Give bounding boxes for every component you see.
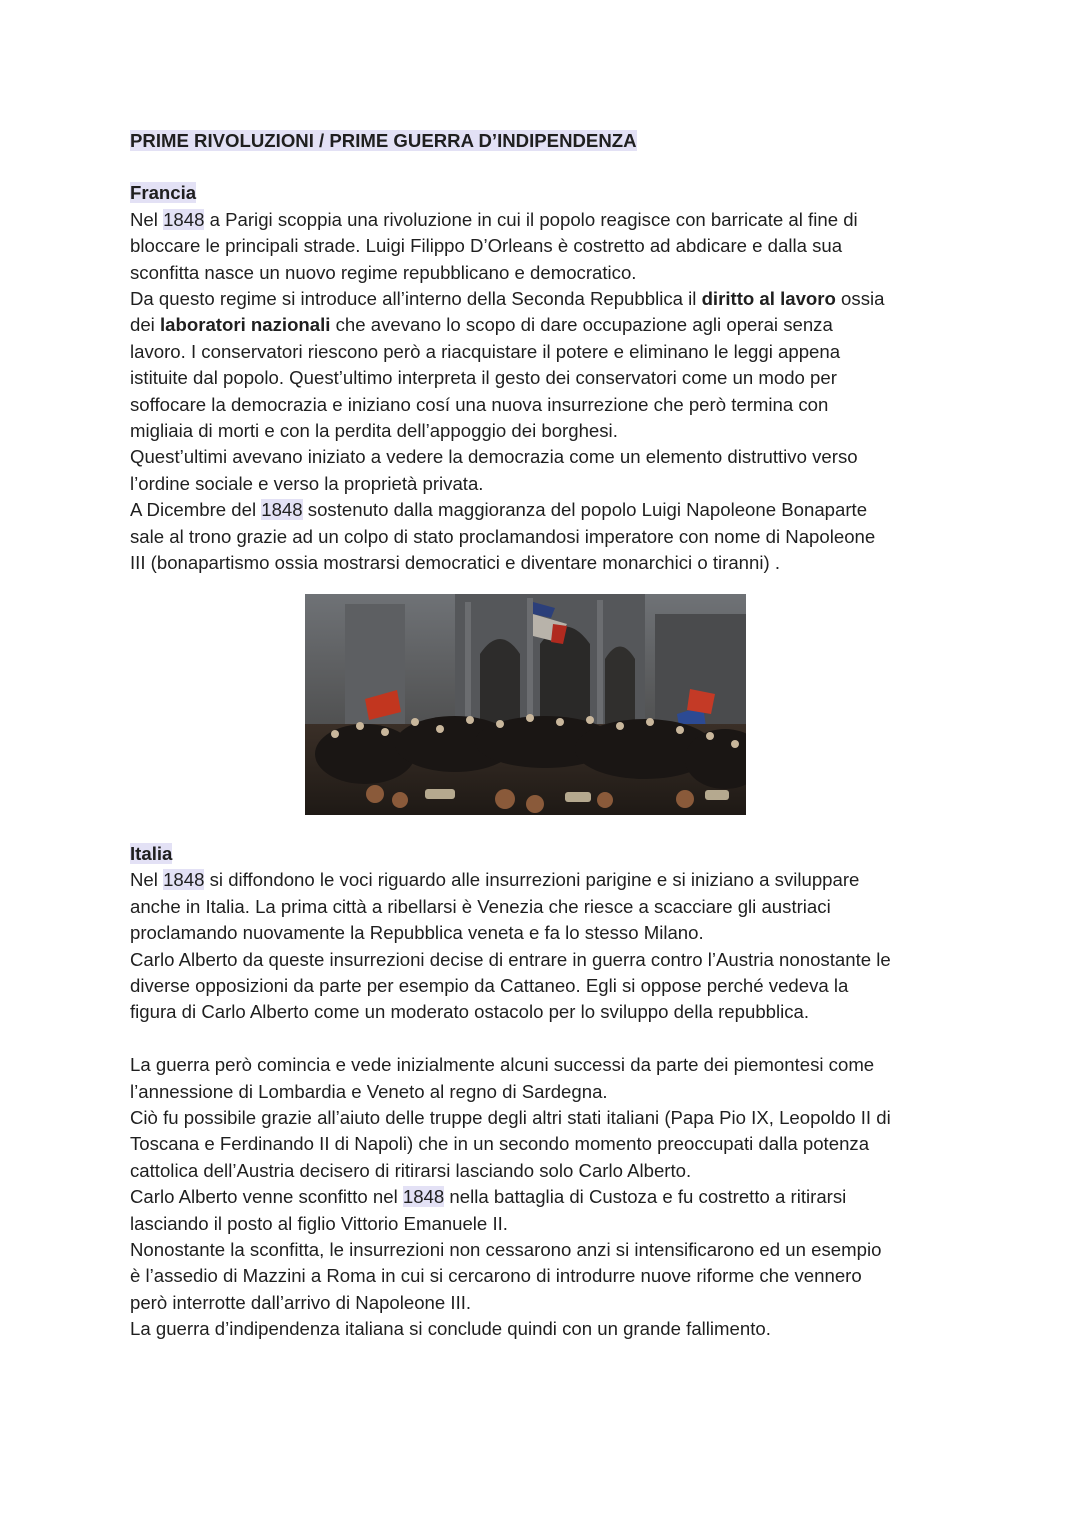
paragraph-line: migliaia di morti e con la perdita dell’appoggio dei borghesi.	[130, 420, 618, 442]
paragraph-line: Nel 1848 a Parigi scoppia una rivoluzione in cui il popolo reagisce con barricate al fine di	[130, 208, 858, 230]
bold-term: diritto al lavoro	[701, 288, 836, 310]
paragraph-line: Carlo Alberto da queste insurrezioni decise di entrare in guerra contro l’Austria nonostante le	[130, 948, 891, 970]
paragraph-line: figura di Carlo Alberto come un moderato ostacolo per lo sviluppo della repubblica.	[130, 1001, 810, 1023]
paragraph-line: La guerra d’indipendenza italiana si conclude quindi con un grande fallimento.	[130, 1318, 771, 1340]
bold-term: laboratori nazionali	[159, 314, 331, 336]
paragraph-line: è l’assedio di Mazzini a Roma in cui si cercarono di introdurre nuove riforme che vennero	[130, 1265, 862, 1287]
revolution-painting-image	[305, 594, 746, 815]
paragraph-line: l’annessione di Lombardia e Veneto al regno di Sardegna.	[130, 1080, 608, 1102]
paragraph-line: bloccare le principali strade. Luigi Filippo D’Orleans è costretto ad abdicare e dalla sua	[130, 235, 843, 257]
paragraph-line: Da questo regime si introduce all’interno della Seconda Repubblica il diritto al lavoro ossia	[130, 288, 885, 310]
year-highlight: 1848	[261, 499, 303, 521]
paragraph-line: La guerra però comincia e vede inizialmente alcuni successi da parte dei piemontesi come	[130, 1054, 875, 1076]
paragraph-line: l’ordine sociale e verso la proprietà privata.	[130, 472, 484, 494]
page-title: PRIME RIVOLUZIONI / PRIME GUERRA D’INDIPENDENZA	[130, 130, 637, 151]
paragraph-line: sale al trono grazie ad un colpo di stato proclamandosi imperatore con nome di Napoleone	[130, 525, 876, 547]
paragraph-line: diverse opposizioni da parte per esempio da Cattaneo. Egli si oppose perché vedeva la	[130, 975, 849, 997]
paragraph-line: Nonostante la sconfitta, le insurrezioni non cessarono anzi si intensificarono ed un esempio	[130, 1239, 882, 1261]
paragraph-line: cattolica dell’Austria decisero di ritirarsi lasciando solo Carlo Alberto.	[130, 1159, 692, 1181]
paragraph-line: soffocare la democrazia e iniziano cosí una nuova insurrezione che però termina con	[130, 393, 829, 415]
paragraph-line: sconfitta nasce un nuovo regime repubblicano e democratico.	[130, 261, 637, 283]
year-highlight: 1848	[163, 869, 205, 891]
section-heading-italia: Italia	[130, 843, 173, 864]
paragraph-line: proclamando nuovamente la Repubblica veneta e fa lo stesso Milano.	[130, 922, 704, 944]
paragraph-line: lavoro. I conservatori riescono però a riacquistare il potere e eliminano le leggi appena	[130, 340, 841, 362]
paragraph-line: Nel 1848 si diffondono le voci riguardo alle insurrezioni parigine e si iniziano a sviluppare	[130, 869, 860, 891]
paragraph-line: istituite dal popolo. Quest’ultimo interpreta il gesto dei conservatori come un modo per	[130, 367, 837, 389]
paragraph-line: anche in Italia. La prima città a ribellarsi è Venezia che riesce a scacciare gli austriaci	[130, 895, 831, 917]
document-body	[130, 128, 960, 577]
painting-illustration	[305, 594, 746, 815]
paragraph-line: Quest’ultimi avevano iniziato a vedere la democrazia come un elemento distruttivo verso	[130, 446, 858, 468]
year-highlight: 1848	[163, 208, 205, 230]
year-highlight: 1848	[402, 1186, 445, 1208]
paragraph-gap	[130, 1026, 960, 1052]
paragraph-line: Carlo Alberto venne sconfitto nel 1848 nella battaglia di Custoza e fu costretto a ritirarsi	[130, 1186, 847, 1208]
paragraph-line: A Dicembre del 1848 sostenuto dalla maggioranza del popolo Luigi Napoleone Bonaparte	[130, 499, 868, 521]
paragraph-line: III (bonapartismo ossia mostrarsi democratici e diventare monarchici o tiranni) .	[130, 552, 781, 574]
section-italia	[130, 841, 960, 1343]
paragraph-line: lasciando il posto al figlio Vittorio Emanuele II.	[130, 1212, 508, 1234]
paragraph-line: Ciò fu possibile grazie all’aiuto delle truppe degli altri stati italiani (Papa Pio IX, Leopoldo II di	[130, 1107, 891, 1129]
section-heading-francia: Francia	[130, 182, 197, 204]
paragraph-line: dei laboratori nazionali che avevano lo scopo di dare occupazione agli operai senza	[130, 314, 833, 336]
paragraph-line: Toscana e Ferdinando II di Napoli) che in un secondo momento preoccupati dalla potenza	[130, 1133, 870, 1155]
paragraph-line: però interrotte dall’arrivo di Napoleone III.	[130, 1291, 472, 1313]
